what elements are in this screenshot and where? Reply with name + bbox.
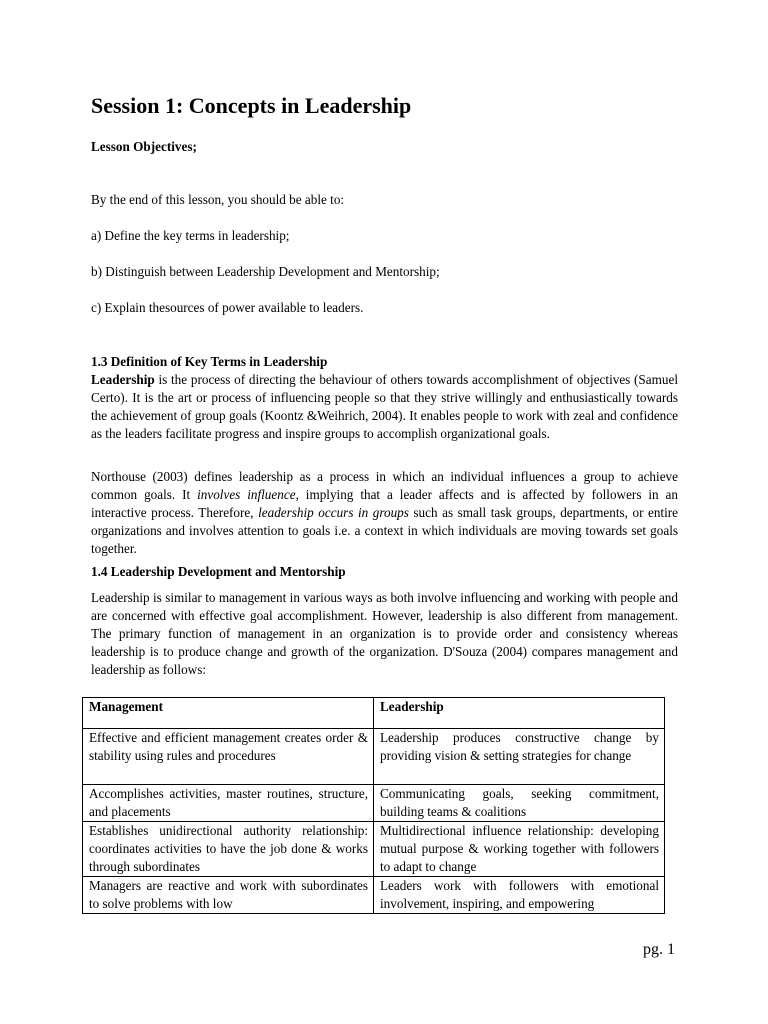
table-row	[83, 822, 665, 877]
objective-item: b) Distinguish between Leadership Development and Mentorship;	[91, 264, 440, 279]
objectives-intro: By the end of this lesson, you should be able to:	[91, 192, 345, 207]
table-header-cell: Leadership	[374, 698, 665, 729]
table-cell-text: Managers are reactive and work with subordinates to solve problems with low	[89, 878, 368, 911]
table-cell	[83, 877, 374, 914]
paragraph-text: such as small task groups, departments, or entire organizations and involves attention to goals i.e. a context in which individuals are moving towards set goals together.	[91, 505, 678, 556]
section-heading-1-3: 1.3 Definition of Key Terms in Leadership	[91, 354, 328, 369]
table-cell: Leadership produces constructive change by providing vision & setting strategies for change	[374, 729, 665, 785]
objective-item: a) Define the key terms in leadership;	[91, 228, 290, 243]
table-cell: Effective and efficient management creates order & stability using rules and procedures	[83, 729, 374, 785]
objectives-heading: Lesson Objectives;	[91, 139, 197, 154]
page-number: pg. 1	[643, 941, 675, 958]
table-row	[83, 785, 665, 822]
table-row	[83, 877, 665, 914]
table-header-row	[83, 698, 665, 729]
paragraph-text: Northouse (2003) defines leadership as a process in which an individual influences a group to achieve common goals. It	[91, 469, 678, 502]
management-leadership-table	[82, 697, 665, 914]
management-leadership-paragraph: Leadership is similar to management in various ways as both involve influencing and working with people and are concerned with effective goal accomplishment. However, leadership is also different from management. The primary function of management in an organization is to provide order and consistency whereas leadership is to produce change and growth of the organization. D'Souza (2004) compares management and leadership as follows:	[91, 590, 678, 677]
paragraph-text: implying that a leader affects and is affected by followers in an interactive process. Therefore,	[91, 487, 678, 520]
table-cell: Accomplishes activities, master routines, structure, and placements	[83, 785, 374, 822]
leadership-term: Leadership	[91, 372, 155, 387]
leadership-definition-paragraph	[91, 371, 678, 443]
table-cell: Multidirectional influence relationship: developing mutual purpose & working together with followers to adapt to change	[374, 822, 665, 877]
table-cell-text: Leaders work with followers with emotional involvement, inspiring, and empowering	[380, 878, 659, 911]
paragraph-text: is the process of directing the behaviour of others towards accomplishment of objectives (Samuel Certo). It is the art or process of influencing people so that they strive willingly and enthusiastically towards the achievement of group goals (Koontz &Weihrich, 2004). It enables people to work with zeal and confidence as the leaders facilitate progress and inspire groups to accomplish organizational goals.	[91, 372, 678, 441]
emphasis-text: leadership occurs in groups	[258, 505, 409, 520]
table-cell	[374, 877, 665, 914]
objective-item: c) Explain thesources of power available to leaders.	[91, 300, 364, 315]
table-header-cell: Management	[83, 698, 374, 729]
table-cell: Communicating goals, seeking commitment, building teams & coalitions	[374, 785, 665, 822]
table-row	[83, 729, 665, 785]
emphasis-text: involves influence,	[197, 487, 299, 502]
northouse-paragraph	[91, 468, 678, 558]
section-heading-1-4: 1.4 Leadership Development and Mentorship	[91, 564, 346, 579]
session-title: Session 1: Concepts in Leadership	[91, 93, 412, 118]
table-cell: Establishes unidirectional authority relationship: coordinates activities to have the job done & works through subordinates	[83, 822, 374, 877]
